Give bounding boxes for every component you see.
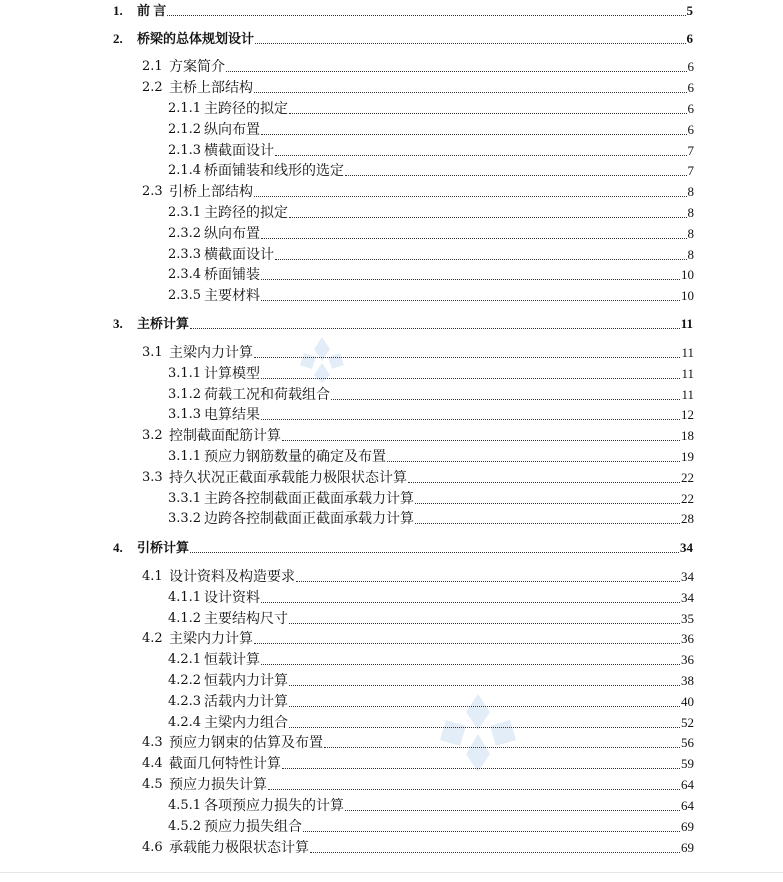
toc-title: 纵向布置 <box>204 226 260 242</box>
toc-page-number: 8 <box>687 226 694 241</box>
toc-page-number: 6 <box>687 59 694 74</box>
toc-entry-2[interactable] <box>113 30 693 48</box>
toc-page-number: 10 <box>681 267 694 282</box>
dot-leader <box>275 155 687 156</box>
toc-title: 主梁内力组合 <box>204 715 288 731</box>
dot-leader <box>282 440 680 441</box>
toc-title: 主要材料 <box>204 288 260 304</box>
toc-page-number: 56 <box>681 735 694 750</box>
toc-page-number: 34 <box>681 590 694 605</box>
toc-entry-2-2[interactable] <box>142 79 694 97</box>
dot-leader <box>296 581 680 582</box>
toc-title: 主跨各控制截面正截面承载力计算 <box>204 491 414 507</box>
toc-number: 4.6 <box>142 840 163 855</box>
dot-leader <box>408 482 680 483</box>
toc-entry-2-1-2[interactable] <box>168 121 694 139</box>
toc-page-number: 28 <box>681 511 694 526</box>
dot-leader <box>415 503 680 504</box>
toc-entry-2-3[interactable] <box>142 183 694 201</box>
toc-number: 2. <box>113 31 123 46</box>
toc-entry-3-1[interactable] <box>142 344 694 362</box>
toc-title: 恒载计算 <box>204 652 260 668</box>
toc-page-number: 69 <box>681 819 694 834</box>
toc-number: 3.1.2 <box>168 387 202 402</box>
dot-leader <box>289 113 687 114</box>
dot-leader <box>261 279 680 280</box>
toc-title: 设计资料 <box>204 590 260 606</box>
toc-number: 3. <box>113 316 123 331</box>
toc-page-number: 11 <box>680 316 693 331</box>
dot-leader <box>289 217 687 218</box>
toc-entry-4-2-2[interactable] <box>168 672 694 690</box>
toc-number: 2.1.1 <box>168 101 202 116</box>
toc-page-number: 11 <box>681 345 694 360</box>
dot-leader <box>331 399 680 400</box>
dot-leader <box>261 419 680 420</box>
toc-page-number: 6 <box>686 31 693 46</box>
toc-entry-3-1-1[interactable] <box>168 365 694 383</box>
toc-entry-2-3-3[interactable] <box>168 246 694 264</box>
toc-title: 预应力损失计算 <box>169 777 267 793</box>
toc-page-number: 19 <box>681 449 694 464</box>
toc-number: 3.1 <box>142 345 163 360</box>
toc-title: 主梁内力计算 <box>169 631 253 647</box>
dot-leader <box>282 768 680 769</box>
toc-entry-4-3[interactable] <box>142 734 694 752</box>
toc-entry-4[interactable] <box>113 539 693 557</box>
toc-page-number: 22 <box>681 491 694 506</box>
dot-leader <box>261 134 687 135</box>
toc-number: 4.2.3 <box>168 694 202 709</box>
dot-leader <box>289 685 680 686</box>
toc-page-number: 5 <box>686 3 693 18</box>
toc-number: 3.1.1 <box>168 366 202 381</box>
toc-title: 前 言 <box>137 3 167 18</box>
toc-number: 2.3.2 <box>168 226 202 241</box>
toc-entry-4-2-4[interactable] <box>168 714 694 732</box>
toc-page-number: 36 <box>681 631 694 646</box>
toc-entry-2-3-1[interactable] <box>168 204 694 222</box>
toc-title: 横截面设计 <box>204 143 274 159</box>
toc-title: 主桥上部结构 <box>169 80 253 96</box>
toc-number: 2.3.4 <box>168 267 202 282</box>
toc-entry-4-5-1[interactable] <box>168 797 694 815</box>
toc-page-number: 12 <box>681 407 694 422</box>
toc-number: 2.3 <box>142 184 163 199</box>
toc-title: 电算结果 <box>204 407 260 423</box>
dot-leader <box>254 92 687 93</box>
toc-number: 4.1 <box>142 569 163 584</box>
toc-title: 纵向布置 <box>204 122 260 138</box>
dot-leader <box>261 238 687 239</box>
toc-title: 桥面铺装和线形的选定 <box>204 163 344 179</box>
dot-leader <box>303 831 680 832</box>
toc-title: 桥面铺装 <box>204 267 260 283</box>
toc-title: 主跨径的拟定 <box>204 101 288 117</box>
toc-page-number: 34 <box>681 569 694 584</box>
toc-number: 4.5.2 <box>168 819 202 834</box>
toc-number: 4.1.1 <box>168 590 202 605</box>
toc-title: 主跨径的拟定 <box>204 205 288 221</box>
toc-number: 4.1.2 <box>168 611 202 626</box>
toc-title: 主桥计算 <box>137 316 190 331</box>
dot-leader <box>345 175 687 176</box>
toc-entry-2-1-4[interactable] <box>168 162 694 180</box>
toc-title: 引桥计算 <box>137 540 190 555</box>
toc-entry-2-1[interactable] <box>142 58 694 76</box>
toc-entry-2-3-4[interactable] <box>168 266 694 284</box>
toc-number: 2.1.2 <box>168 122 202 137</box>
toc-title: 控制截面配筋计算 <box>169 428 281 444</box>
toc-title: 活载内力计算 <box>204 694 288 710</box>
toc-title: 横截面设计 <box>204 247 274 263</box>
toc-number: 2.1 <box>142 59 163 74</box>
toc-entry-3-3-1[interactable] <box>168 490 694 508</box>
dot-leader <box>345 810 680 811</box>
toc-title: 设计资料及构造要求 <box>169 569 295 585</box>
toc-page-number: 10 <box>681 288 694 303</box>
toc-entry-3-3-2[interactable] <box>168 510 694 528</box>
toc-page-number: 6 <box>687 80 694 95</box>
toc-title: 截面几何特性计算 <box>169 756 281 772</box>
toc-number: 2.1.4 <box>168 163 202 178</box>
toc-number: 4.5 <box>142 777 163 792</box>
toc-page-number: 40 <box>681 694 694 709</box>
dot-leader <box>190 328 680 329</box>
toc-page-number: 38 <box>681 673 694 688</box>
toc-entry-3-1-3[interactable] <box>168 406 694 424</box>
toc-entry-2-3-5[interactable] <box>168 287 694 305</box>
toc-title: 桥梁的总体规划设计 <box>137 31 255 46</box>
toc-entry-4-6[interactable] <box>142 839 694 857</box>
toc-number: 2.3.5 <box>168 288 202 303</box>
toc-entry-3-3[interactable] <box>142 469 694 487</box>
dot-leader <box>261 602 680 603</box>
toc-title: 预应力钢筋数量的确定及布置 <box>204 449 386 465</box>
dot-leader <box>261 664 680 665</box>
toc-page-number: 8 <box>687 247 694 262</box>
dot-leader <box>324 747 680 748</box>
toc-page-number: 18 <box>681 428 694 443</box>
toc-number: 4.3 <box>142 735 163 750</box>
toc-page-number: 8 <box>687 184 694 199</box>
toc-number: 2.3.1 <box>168 205 202 220</box>
toc-number: 3.3.2 <box>168 511 202 526</box>
toc-title: 恒载内力计算 <box>204 673 288 689</box>
toc-title: 引桥上部结构 <box>169 184 253 200</box>
toc-number: 3.3.1 <box>168 491 202 506</box>
dot-leader <box>190 552 679 553</box>
dot-leader <box>415 523 680 524</box>
toc-title: 边跨各控制截面正截面承载力计算 <box>204 511 414 527</box>
dot-leader <box>261 300 680 301</box>
toc-number: 4.2.2 <box>168 673 202 688</box>
toc-title: 承载能力极限状态计算 <box>169 840 309 856</box>
toc-entry-3[interactable] <box>113 315 693 333</box>
toc-number: 4.2.4 <box>168 715 202 730</box>
toc-number: 4. <box>113 540 123 555</box>
dot-leader <box>254 357 680 358</box>
toc-title: 持久状况正截面承载能力极限状态计算 <box>169 470 407 486</box>
toc-number: 3.2 <box>142 428 163 443</box>
dot-leader <box>289 727 680 728</box>
toc-page-number: 36 <box>681 652 694 667</box>
toc-page-number: 69 <box>681 840 694 855</box>
toc-page-number: 64 <box>681 798 694 813</box>
toc-entry-3-2-1[interactable] <box>168 448 694 466</box>
dot-leader <box>310 852 680 853</box>
toc-title: 各项预应力损失的计算 <box>204 798 344 814</box>
toc-entry-2-3-2[interactable] <box>168 225 694 243</box>
toc-number: 4.2 <box>142 631 163 646</box>
toc-title: 预应力钢束的估算及布置 <box>169 735 323 751</box>
dot-leader <box>289 706 680 707</box>
toc-entry-3-2[interactable] <box>142 427 694 445</box>
dot-leader <box>387 461 680 462</box>
toc-entry-4-2[interactable] <box>142 630 694 648</box>
toc-number: 2.1.3 <box>168 143 202 158</box>
toc-page-number: 11 <box>681 387 694 402</box>
dot-leader <box>167 15 685 16</box>
toc-entry-4-5-2[interactable] <box>168 818 694 836</box>
dot-leader <box>275 259 687 260</box>
toc-number: 4.2.1 <box>168 652 202 667</box>
toc-page-number: 59 <box>681 756 694 771</box>
toc-title: 荷载工况和荷载组合 <box>204 387 330 403</box>
toc-entry-2-1-1[interactable] <box>168 100 694 118</box>
toc-page-number: 52 <box>681 715 694 730</box>
toc-number: 1. <box>113 3 123 18</box>
toc-number: 3.1.1 <box>168 449 202 464</box>
toc-page-number: 11 <box>681 366 694 381</box>
toc-entry-4-2-3[interactable] <box>168 693 694 711</box>
toc-title: 主梁内力计算 <box>169 345 253 361</box>
toc-entry-4-4[interactable] <box>142 755 694 773</box>
toc-entry-1[interactable] <box>113 2 693 20</box>
dot-leader <box>254 196 687 197</box>
toc-title: 预应力损失组合 <box>204 819 302 835</box>
toc-entry-4-2-1[interactable] <box>168 651 694 669</box>
toc-number: 2.2 <box>142 80 163 95</box>
toc-page-number: 6 <box>687 101 694 116</box>
dot-leader <box>289 623 680 624</box>
toc-page-number: 34 <box>680 540 693 555</box>
toc-entry-4-1-2[interactable] <box>168 610 694 628</box>
toc-page-number: 7 <box>687 143 694 158</box>
toc-page-number: 7 <box>687 163 694 178</box>
toc-page-number: 6 <box>687 122 694 137</box>
dot-leader <box>268 789 680 790</box>
toc-entry-3-1-2[interactable] <box>168 386 694 404</box>
toc-page-number: 35 <box>681 611 694 626</box>
toc-number: 2.3.3 <box>168 247 202 262</box>
toc-entry-4-1[interactable] <box>142 568 694 586</box>
dot-leader <box>255 43 685 44</box>
toc-number: 3.3 <box>142 470 163 485</box>
toc-entry-4-1-1[interactable] <box>168 589 694 607</box>
toc-page-number: 64 <box>681 777 694 792</box>
toc-page-number: 22 <box>681 470 694 485</box>
toc-number: 4.5.1 <box>168 798 202 813</box>
toc-number: 4.4 <box>142 756 163 771</box>
toc-number: 3.1.3 <box>168 407 202 422</box>
dot-leader <box>226 71 687 72</box>
toc-entry-4-5[interactable] <box>142 776 694 794</box>
dot-leader <box>254 643 680 644</box>
toc-page-number: 8 <box>687 205 694 220</box>
toc-title: 主要结构尺寸 <box>204 611 288 627</box>
toc-entry-2-1-3[interactable] <box>168 142 694 160</box>
toc-title: 计算模型 <box>204 366 260 382</box>
dot-leader <box>261 378 680 379</box>
toc-title: 方案简介 <box>169 59 225 75</box>
